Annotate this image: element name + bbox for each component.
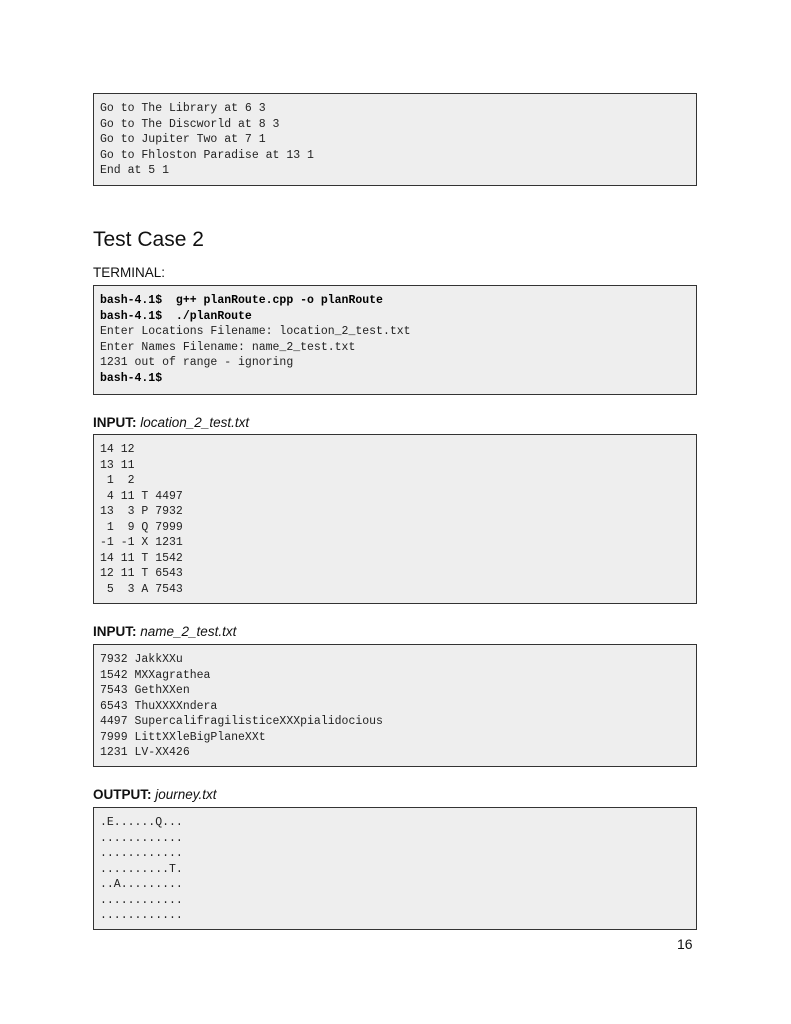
terminal-label — [93, 265, 165, 280]
input-label-prefix: INPUT: — [93, 415, 137, 430]
code-line: ............ — [100, 909, 183, 922]
route-output-block — [93, 93, 697, 186]
code-line: ............ — [100, 847, 183, 860]
code-line: ..........T. — [100, 862, 183, 876]
code-line: ............ — [100, 831, 183, 845]
code-line: Go to Jupiter Two at 7 1 — [100, 133, 266, 146]
code-line: 5 3 A 7543 — [100, 582, 183, 596]
locations-filename: location_2_test.txt — [140, 415, 250, 430]
names-input-label — [93, 624, 236, 639]
code-line: 1231 LV-XX426 — [100, 746, 190, 759]
code-line: 1 9 Q 7999 — [100, 520, 183, 534]
code-line: -1 -1 X 1231 — [100, 536, 183, 549]
output-label-prefix: OUTPUT: — [93, 787, 152, 802]
code-line: 12 11 T 6543 — [100, 567, 183, 580]
terminal-block — [93, 285, 697, 395]
code-line: 13 3 P 7932 — [100, 505, 183, 518]
input-label-prefix: INPUT: — [93, 624, 137, 639]
output-filename: journey.txt — [155, 787, 217, 802]
terminal-line: Enter Names Filename: name_2_test.txt — [100, 340, 356, 354]
locations-input-label — [93, 415, 249, 430]
code-line: 6543 ThuXXXXndera — [100, 699, 218, 713]
page-number: 16 — [677, 936, 693, 952]
test-case-heading: Test Case 2 — [93, 228, 204, 251]
code-line: Go to The Discworld at 8 3 — [100, 117, 280, 131]
terminal-line: bash-4.1$ ./planRoute — [100, 309, 252, 323]
code-line: 7543 GethXXen — [100, 684, 190, 697]
code-line: 7999 LittXXleBigPlaneXXt — [100, 730, 266, 744]
code-line: ..A......... — [100, 878, 183, 891]
code-line: ............ — [100, 893, 183, 907]
terminal-label-text: TERMINAL: — [93, 265, 166, 280]
code-line: End at 5 1 — [100, 164, 170, 177]
terminal-line: bash-4.1$ g++ planRoute.cpp -o planRoute — [100, 294, 383, 307]
output-label — [93, 787, 217, 802]
code-line: 4497 SupercalifragilisticeXXXpialidocious — [100, 715, 383, 728]
names-input-block — [93, 644, 697, 767]
code-line: 7932 JakkXXu — [100, 653, 183, 666]
code-line: 1542 MXXagrathea — [100, 668, 211, 682]
terminal-line: Enter Locations Filename: location_2_test.txt — [100, 325, 411, 338]
code-line: .E......Q... — [100, 816, 183, 829]
code-line: 1 2 — [100, 474, 135, 487]
output-block — [93, 807, 697, 930]
locations-input-block — [93, 434, 697, 604]
code-line: 4 11 T 4497 — [100, 489, 183, 503]
code-line: 14 11 T 1542 — [100, 551, 183, 565]
code-line: 13 11 — [100, 458, 135, 472]
terminal-line: bash-4.1$ — [100, 371, 163, 385]
code-line: Go to Fhloston Paradise at 13 1 — [100, 148, 314, 162]
names-filename: name_2_test.txt — [140, 624, 237, 639]
code-line: 14 12 — [100, 443, 135, 456]
code-line: Go to The Library at 6 3 — [100, 102, 266, 115]
terminal-line: 1231 out of range - ignoring — [100, 356, 294, 369]
